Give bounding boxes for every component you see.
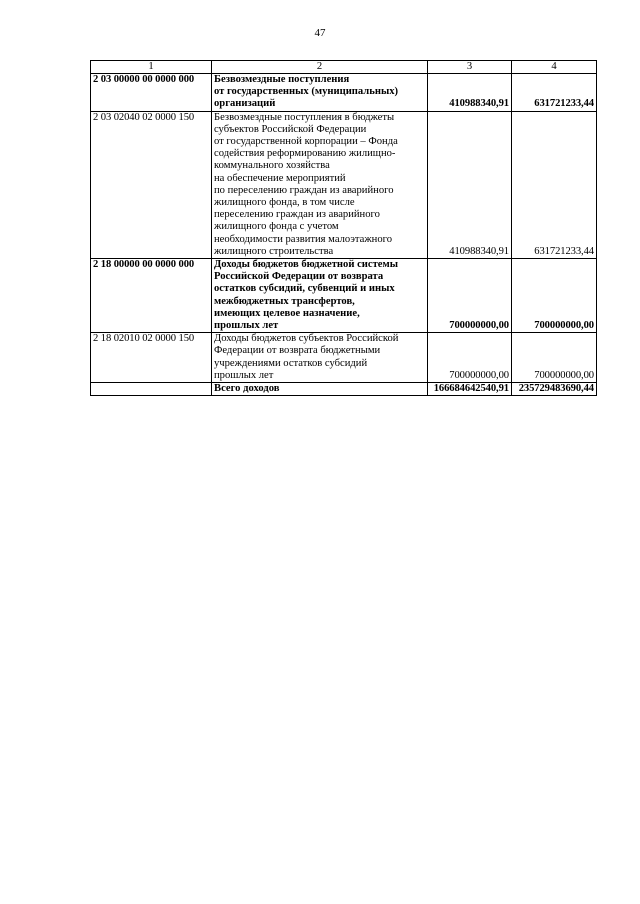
description-line: жилищного фонда, в том числе	[214, 197, 355, 209]
description-line: жилищного фонда с учетом	[214, 221, 339, 233]
table-row	[91, 333, 597, 383]
description-line: Доходы бюджетов бюджетной системы	[214, 259, 398, 271]
amount-col3: 700000000,00	[428, 333, 512, 383]
description-line: Доходы бюджетов субъектов Российской	[214, 333, 399, 345]
budget-code: 2 03 02040 02 0000 150	[91, 111, 212, 258]
amount-col4: 700000000,00	[512, 259, 597, 333]
budget-code: 2 03 00000 00 0000 000	[91, 74, 212, 112]
total-col4: 235729483690,44	[512, 383, 597, 396]
description-line: имеющих целевое назначение,	[214, 307, 360, 319]
column-number: 3	[428, 61, 512, 74]
description-line: Федерации от возврата бюджетными	[214, 345, 381, 357]
description-line: остатков субсидий, субвенций и иных	[214, 283, 395, 295]
amount-col3: 700000000,00	[428, 259, 512, 333]
description-line: от государственных (муниципальных)	[214, 86, 399, 98]
amount-col4: 631721233,44	[512, 111, 597, 258]
amount-col4: 631721233,44	[512, 74, 597, 112]
column-number: 1	[91, 61, 212, 74]
amount-col4: 700000000,00	[512, 333, 597, 383]
income-description	[212, 259, 428, 333]
description-line: переселению граждан из аварийного	[214, 209, 380, 221]
description-line: жилищного строительства	[214, 245, 334, 257]
description-line: по переселению граждан из аварийного	[214, 184, 394, 196]
income-description	[212, 74, 428, 112]
total-row	[91, 383, 597, 396]
column-number-row	[91, 61, 597, 74]
total-label: Всего доходов	[212, 383, 428, 396]
description-line: содействия реформированию жилищно-	[214, 148, 396, 160]
description-line: Безвозмездные поступления в бюджеты	[214, 111, 395, 123]
description-line: Безвозмездные поступления	[214, 74, 350, 85]
column-number: 2	[212, 61, 428, 74]
table-row	[91, 74, 597, 112]
description-line: межбюджетных трансфертов,	[214, 295, 355, 307]
budget-code: 2 18 00000 00 0000 000	[91, 259, 212, 333]
description-line: коммунального хозяйства	[214, 160, 330, 172]
description-line: субъектов Российской Федерации	[214, 123, 367, 135]
description-line: необходимости развития малоэтажного	[214, 233, 392, 245]
amount-col3: 410988340,91	[428, 111, 512, 258]
amount-col3: 410988340,91	[428, 74, 512, 112]
description-line: организаций	[214, 98, 276, 110]
income-table	[90, 60, 597, 396]
budget-code	[91, 383, 212, 396]
description-line: учреждениями остатков субсидий	[214, 357, 368, 369]
description-line: на обеспечение мероприятий	[214, 172, 346, 184]
table-row	[91, 259, 597, 333]
budget-code: 2 18 02010 02 0000 150	[91, 333, 212, 383]
income-description	[212, 333, 428, 383]
table-row	[91, 111, 597, 258]
description-line: прошлых лет	[214, 320, 279, 332]
total-col3: 166684642540,91	[428, 383, 512, 396]
description-line: прошлых лет	[214, 369, 274, 381]
column-number: 4	[512, 61, 597, 74]
description-line: от государственной корпорации – Фонда	[214, 136, 398, 148]
income-description	[212, 111, 428, 258]
page-number: 47	[314, 27, 326, 39]
description-line: Российской Федерации от возврата	[214, 271, 384, 283]
